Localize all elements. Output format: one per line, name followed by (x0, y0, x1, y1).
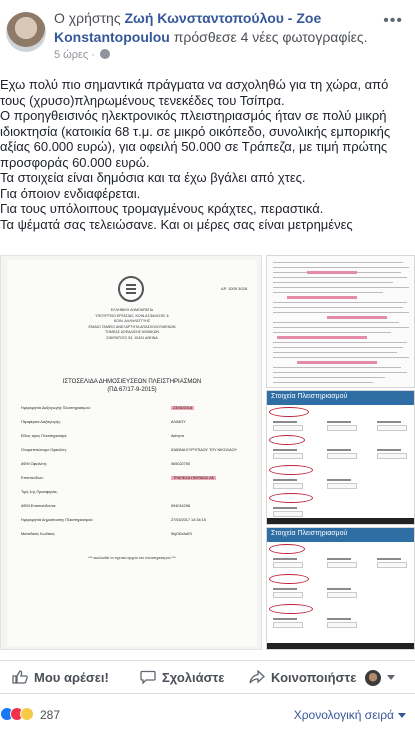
form-label (327, 558, 351, 560)
field-value: 094014298 (171, 504, 191, 508)
author-prefix: Ο χρήστης (54, 10, 121, 26)
field-label: Ονοματεπώνυμο Οφειλέτη: (21, 448, 67, 452)
form-box (273, 562, 303, 568)
field-label: Περιφέρεια Διεξαγωγής: (21, 420, 61, 424)
red-circle-mark (269, 493, 313, 503)
action-bar (0, 660, 415, 694)
comment-button[interactable] (140, 670, 224, 685)
text-line (273, 307, 403, 308)
photo-auction-document[interactable] (0, 255, 262, 650)
document-footer: *** ακολουθεί το σχετικό αρχείο του πλειστηριασμού *** (88, 556, 176, 560)
highlight-mark (297, 361, 377, 364)
reaction-count[interactable]: 287 (40, 708, 61, 722)
post-text-line: Τα στοιχεία είναι δημόσια και τα έχω βγάλει από χτες. (0, 170, 306, 185)
text-line (273, 352, 397, 353)
form-label (327, 479, 351, 481)
field-label: ΑΦΜ Οφειλέτη: (21, 462, 47, 466)
form-label (273, 479, 297, 481)
globe-icon (100, 49, 110, 59)
form-label (327, 449, 351, 451)
post-text-line: Ο προηγθεισινός ηλεκτρονικός πλειστηριασμός ήταν σε πολύ μικρή (0, 108, 387, 123)
form-header (267, 528, 415, 542)
form-box (273, 622, 303, 628)
timestamp-text[interactable]: 5 ώρες · (54, 49, 95, 61)
post-text-line: Τα ψέματά σας τελειώσανε. Και οι μέρες σας είναι μετρημένες (0, 216, 353, 232)
field-value: ΑΛΙΜΟΥ (171, 420, 186, 424)
reactions-summary (0, 706, 415, 726)
form-label (327, 421, 351, 423)
sad-reaction-icon[interactable] (20, 707, 34, 721)
document-title-line2: (ΠΔ 67/17-9-2015) (107, 387, 157, 393)
form-title: Στοιχεία Πλειστηριασμού (271, 530, 348, 537)
text-line (273, 322, 399, 323)
photo-auction-form-1[interactable] (266, 390, 415, 525)
share-arrow-icon (249, 670, 265, 684)
field-label: Τιμή 1ης Προσφοράς: (21, 490, 58, 494)
form-box (273, 425, 303, 431)
red-circle-mark (269, 544, 305, 554)
form-box (327, 592, 357, 598)
greek-emblem-icon (118, 276, 144, 302)
post-text (0, 77, 415, 232)
post-text-line: Για όποιον ενδιαφέρεται. (0, 185, 141, 201)
org-line: ΕΝΙΑΙΟ ΤΑΜΕΙΟ ΑΝΕΞΑΡΤΗΤΑ ΑΠΑΣΧΟΛΟΥΜΕΝΩΝ (88, 324, 176, 329)
chevron-down-icon (398, 713, 406, 718)
timestamp[interactable] (54, 49, 110, 61)
text-line (273, 302, 407, 303)
form-label (273, 449, 297, 451)
highlight-mark (327, 316, 387, 319)
thumbs-up-icon (12, 670, 28, 684)
like-button[interactable] (12, 670, 109, 685)
form-label (273, 421, 297, 423)
form-label (273, 588, 297, 590)
text-line (273, 367, 401, 368)
red-circle-mark (269, 604, 313, 614)
form-box (327, 622, 357, 628)
post-text-line: αξίας 60.000 ευρώ), για οφειλή 50.000 σε Τράπεζα, με τιμή πρώτης (0, 139, 388, 154)
form-label (273, 618, 297, 620)
post-text-line: τους (χρυσο)πληρωμένους τενεκέδες του Τσίπρα. (0, 92, 285, 108)
text-line (273, 357, 409, 358)
highlight-mark (287, 296, 357, 299)
text-line (273, 347, 403, 348)
text-line (273, 312, 409, 313)
author-line (54, 9, 374, 47)
sort-label[interactable]: Χρονολογική σειρά (293, 708, 394, 722)
text-line (273, 377, 385, 378)
field-label: Είδος προς Πλειστηριασμό: (21, 434, 68, 438)
field-label: ΑΦΜ Επισπεύδοντα: (21, 504, 57, 508)
reaction-selector[interactable] (365, 670, 405, 686)
form-label (377, 558, 401, 560)
field-value: 065022750 (171, 462, 191, 466)
text-line (273, 327, 409, 328)
red-circle-mark (269, 574, 309, 584)
photo-grid (0, 255, 415, 650)
text-line (273, 372, 407, 373)
org-line: ΣΩΚΡΑΤΟΥΣ 53, 10431 ΑΘΗΝΑ (106, 335, 158, 340)
form-header (267, 391, 415, 405)
avatar (365, 670, 381, 686)
form-box (327, 483, 357, 489)
document-org-lines (47, 308, 217, 342)
document-page (7, 260, 257, 646)
chevron-down-icon (387, 675, 395, 680)
field-label: Ημερομηνία Δημοσίευσης Πλειστηριασμού: (21, 518, 94, 522)
comment-bubble-icon (140, 670, 156, 684)
share-label[interactable]: Κοινοποιήστε (271, 670, 357, 685)
form-label (377, 449, 401, 451)
comment-sort-dropdown[interactable] (294, 708, 406, 722)
text-line (273, 382, 373, 383)
text-line (273, 292, 383, 293)
form-box (273, 511, 303, 517)
field-label: Ημερομηνία Διεξαγωγής Πλειστηριασμού: (21, 406, 91, 410)
author-name-link[interactable]: Ζωή Κωνσταντοπούλου - Zoe Konstantopoulou (54, 10, 322, 45)
field-value: Ακίνητα (171, 434, 184, 438)
red-circle-mark (269, 407, 309, 417)
form-label (327, 618, 351, 620)
photo-auction-form-2[interactable] (266, 527, 415, 650)
text-line (273, 282, 393, 283)
post-header (0, 0, 415, 72)
form-box (327, 425, 357, 431)
field-label: Μοναδικός Κωδικός: (21, 532, 56, 536)
text-line (273, 332, 391, 333)
field-value: 27/03/2017 14:34:15 (171, 518, 206, 522)
field-value: 9kjOl2cfuKS (171, 532, 192, 536)
form-box (377, 425, 407, 431)
like-label[interactable]: Μου αρέσει! (34, 670, 109, 685)
document-ref-no: ΑΡ. 1005 3028 (221, 286, 247, 291)
form-label (273, 558, 297, 560)
field-value: ΙΩΑΝΝΑ ΕΥΡΥΠΙΔΟΥ ΤΟΥ ΝΙΚΟΛΑΟΥ (171, 448, 238, 452)
taskbar (267, 518, 415, 525)
form-box (327, 562, 357, 568)
avatar[interactable] (6, 12, 46, 52)
form-label (377, 421, 401, 423)
document-title (17, 378, 247, 394)
field-value: 23/05/2018 (173, 406, 193, 410)
red-circle-mark (269, 465, 313, 475)
taskbar (267, 643, 415, 650)
form-box (273, 453, 303, 459)
org-line: ΚΟΙΝ. ΑΛΛΗΛΕΓΓΥΗΣ (113, 319, 151, 324)
field-value: ΤΡΑΠΕΖΑ ΠΕΙΡΑΙΩΣ ΑΕ (173, 476, 215, 480)
share-button[interactable] (249, 670, 356, 685)
highlight-mark (307, 271, 357, 274)
post-text-line: ιδιοκτησία (κατοικία 68 τ.μ. σε μικρό οικόπεδο, συνολικής εμπορικής (0, 123, 391, 139)
text-line (273, 277, 407, 278)
form-box (327, 453, 357, 459)
comment-label[interactable]: Σχολιάστε (162, 670, 225, 685)
form-box (273, 483, 303, 489)
form-label (273, 507, 297, 509)
field-label: Επισπεύδων: (21, 476, 44, 480)
text-line (273, 262, 403, 263)
highlight-mark (277, 336, 367, 339)
form-box (377, 453, 407, 459)
text-line (273, 267, 409, 268)
form-box (273, 592, 303, 598)
post-text-line: Εχω πολύ πιο σημαντικά πράγματα να ασχοληθώ για τη χώρα, από (0, 77, 389, 92)
post-text-line: προσφοράς 60.000 ευρώ. (0, 154, 150, 170)
org-line: ΥΠΟΥΡΓΕΙΟ ΕΡΓΑΣΙΑΣ, ΚΟΙΝ.ΑΣΦΑΛΙΣΗΣ & (95, 313, 169, 318)
document-title-line1: ΙΣΤΟΣΕΛΙΔΑ ΔΗΜΟΣΙΕΥΣΕΩΝ ΠΛΕΙΣΤΗΡΙΑΣΜΩΝ (62, 379, 202, 385)
org-line: ΤΟΜΕΑΣ ΑΣΦΑΛΙΣΗΣ ΝΟΜΙΚΩΝ (104, 330, 159, 335)
text-line (273, 287, 409, 288)
org-line: ΕΛΛΗΝΙΚΗ ΔΗΜΟΚΡΑΤΙΑ (110, 308, 154, 312)
post-action-text: πρόσθεσε 4 νέες φωτογραφίες. (173, 29, 368, 45)
post-text-line: Για τους υπόλοιπους τρομαγμένους κράχτες, περαστικά. (0, 201, 324, 216)
form-title: Στοιχεία Πλειστηριασμού (271, 393, 348, 400)
red-circle-mark (269, 435, 305, 445)
form-label (327, 588, 351, 590)
form-box (377, 562, 407, 568)
photo-text-document[interactable] (266, 255, 415, 388)
more-options-icon[interactable]: ••• (383, 12, 403, 29)
text-line (273, 342, 407, 343)
